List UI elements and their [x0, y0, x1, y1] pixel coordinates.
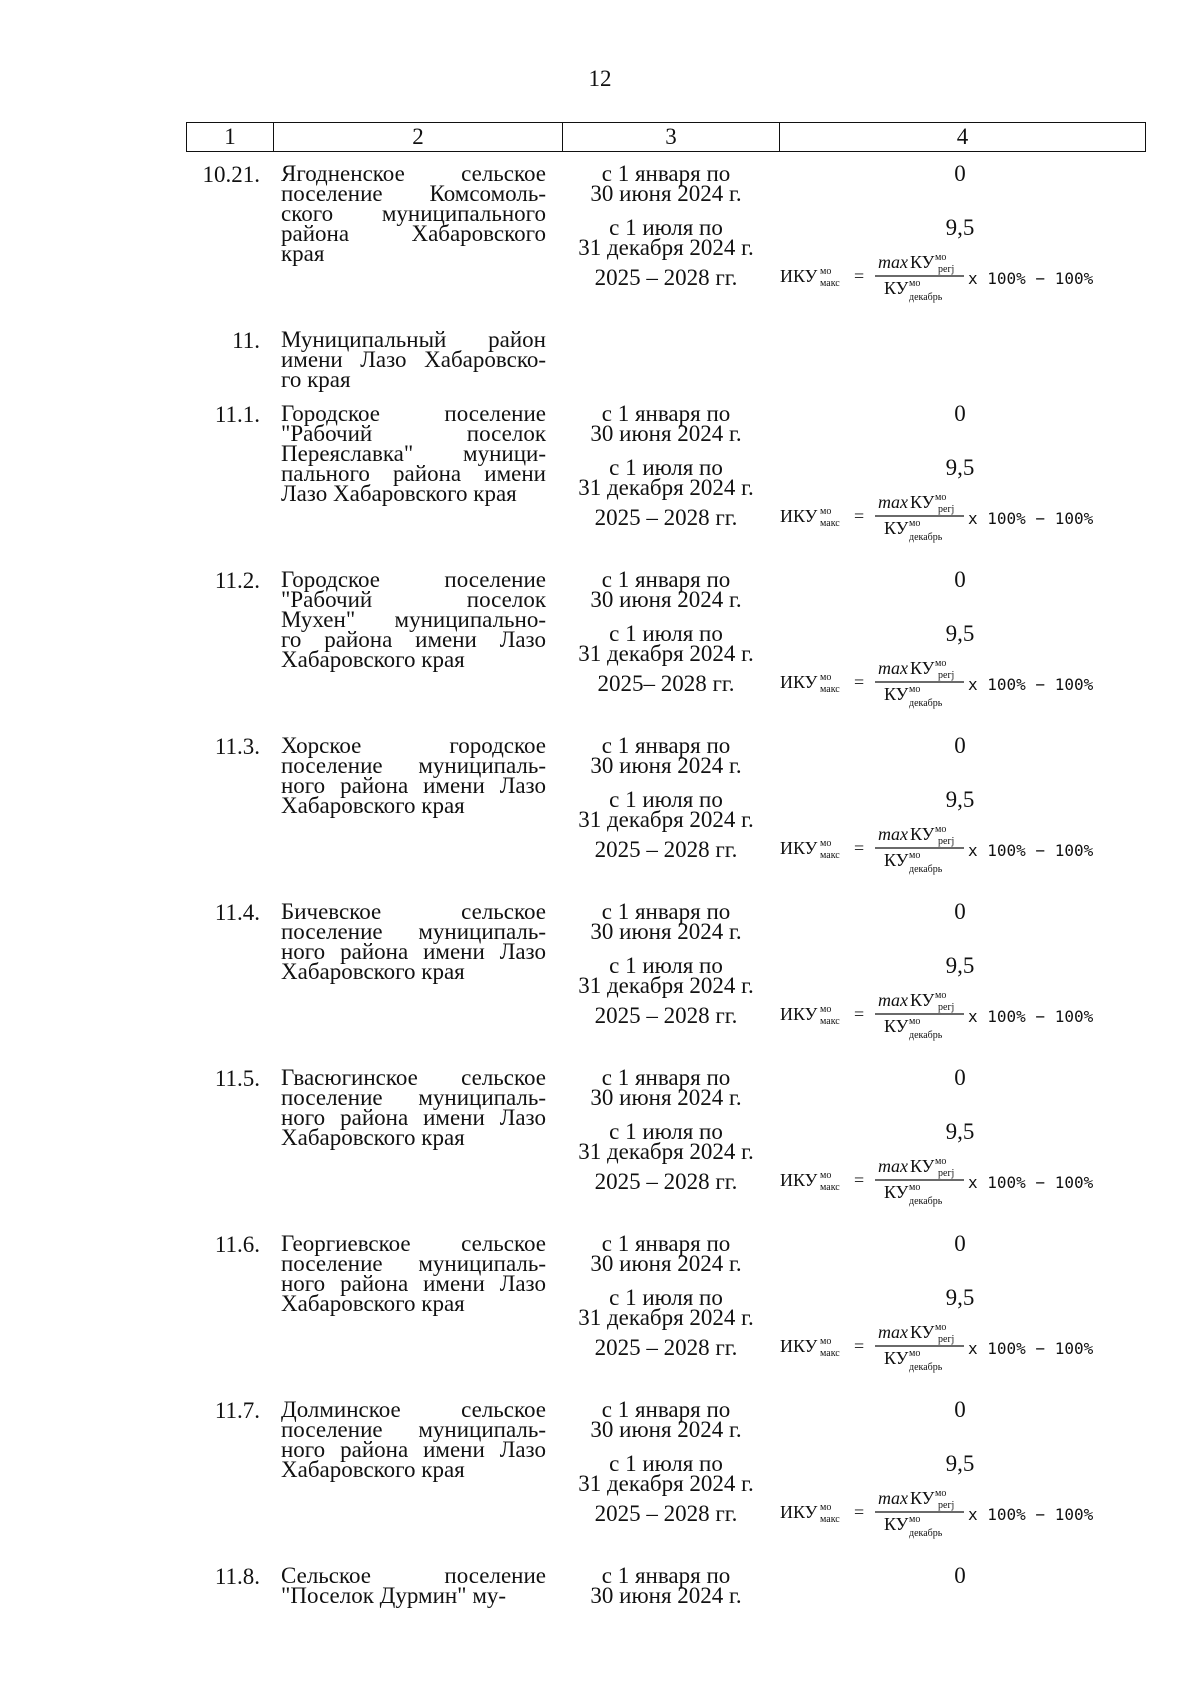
- column-header-3: 3: [563, 123, 780, 152]
- period-label-line: 30 июня 2024 г.: [590, 1251, 742, 1276]
- municipality-name-line: Хабаровского края: [281, 1291, 465, 1316]
- formula-graphic: [780, 1322, 1140, 1372]
- formula-tail: x 100% − 100%: [968, 269, 1094, 288]
- period-label-line: с 1 января по: [601, 899, 731, 924]
- row-number: 11.8.: [214, 1564, 260, 1589]
- formula-tail: x 100% − 100%: [968, 675, 1094, 694]
- formula-numerator-sup: мо: [935, 1322, 947, 1333]
- formula-numerator-sub: регj: [938, 504, 955, 515]
- formula-tail: x 100% − 100%: [968, 1007, 1094, 1026]
- formula-denominator-sub: декабрь: [909, 1362, 943, 1373]
- formula-denominator-sup: мо: [909, 1514, 921, 1525]
- formula-lhs-sup: мо: [820, 838, 832, 849]
- formula-equals: =: [854, 838, 865, 858]
- municipality-name-line: поселение муниципаль-: [281, 1085, 546, 1110]
- period-label-line: 2025 – 2028 гг.: [594, 1335, 738, 1360]
- indicator-value: 0: [954, 567, 966, 592]
- formula-lhs: ИКУ: [780, 672, 818, 692]
- formula-numerator-sub: регj: [938, 264, 955, 275]
- formula-graphic: [780, 658, 1140, 708]
- period-label-line: с 1 января по: [601, 567, 731, 592]
- period-label-line: 2025 – 2028 гг.: [594, 1169, 738, 1194]
- municipality-name-line: "Рабочий поселок: [281, 421, 546, 446]
- formula-numerator-func: max: [878, 1322, 908, 1342]
- period-label-line: 31 декабря 2024 г.: [578, 475, 754, 500]
- formula-lhs-sub: макс: [820, 850, 840, 861]
- indicator-value: 0: [954, 401, 966, 426]
- period-label-line: с 1 июля по: [609, 215, 723, 240]
- municipality-name-line: Городское поселение: [281, 567, 546, 592]
- indicator-value: 9,5: [945, 1119, 975, 1144]
- formula-numerator: КУ: [910, 990, 935, 1010]
- period-label: [555, 1335, 777, 1360]
- period-label-line: с 1 января по: [601, 733, 731, 758]
- formula-lhs: ИКУ: [780, 1004, 818, 1024]
- indicator-value: 9,5: [945, 215, 975, 240]
- period-label-line: 30 июня 2024 г.: [590, 919, 742, 944]
- formula-numerator-sub: регj: [938, 1002, 955, 1013]
- municipality-name-line: поселение Комсомоль-: [281, 181, 546, 206]
- column-header-2: 2: [274, 123, 563, 152]
- municipality-name-line: Долминское сельское: [281, 1397, 546, 1422]
- formula-denominator: КУ: [884, 1182, 909, 1202]
- municipality-name-line: поселение муниципаль-: [281, 1251, 546, 1276]
- period-label-line: 2025 – 2028 гг.: [594, 505, 738, 530]
- formula: [780, 824, 1140, 875]
- formula-denominator-sub: декабрь: [909, 292, 943, 303]
- formula-denominator-sub: декабрь: [909, 1196, 943, 1207]
- formula-numerator-func: max: [878, 252, 908, 272]
- formula: [780, 1156, 1140, 1207]
- period-label-line: 2025– 2028 гг.: [597, 671, 735, 696]
- municipality-name-line: Гвасюгинское сельское: [281, 1065, 546, 1090]
- period-label: [555, 1451, 777, 1496]
- indicator-value: 0: [954, 1397, 966, 1422]
- formula-lhs-sub: макс: [820, 684, 840, 695]
- period-label-line: 30 июня 2024 г.: [590, 587, 742, 612]
- formula-graphic: [780, 492, 1140, 542]
- period-label-line: с 1 января по: [601, 161, 731, 186]
- period-label: [555, 837, 777, 862]
- formula-denominator-sub: декабрь: [909, 698, 943, 709]
- formula-numerator-func: max: [878, 990, 908, 1010]
- period-label: [555, 1169, 777, 1194]
- formula-numerator-sup: мо: [935, 252, 947, 263]
- municipality-name-line: "Рабочий поселок: [281, 587, 546, 612]
- formula-numerator-sub: регj: [938, 670, 955, 681]
- municipality-name-line: го района имени Лазо: [281, 627, 546, 652]
- formula-denominator: КУ: [884, 1016, 909, 1036]
- municipality-name-line: Мухен" муниципально-: [281, 607, 546, 632]
- page-number: 12: [588, 66, 612, 91]
- row-number: 11.7.: [214, 1398, 260, 1423]
- period-label: [555, 1563, 777, 1608]
- formula-lhs-sub: макс: [820, 278, 840, 289]
- municipality-name-line: ного района имени Лазо: [281, 1271, 546, 1296]
- municipality-name: [281, 899, 546, 984]
- row-number: 11.2.: [214, 568, 260, 593]
- period-label: [555, 401, 777, 446]
- municipality-name-line: го края: [281, 367, 351, 392]
- formula-lhs-sub: макс: [820, 1514, 840, 1525]
- municipality-name-line: Бичевское сельское: [281, 899, 546, 924]
- period-label-line: 31 декабря 2024 г.: [578, 235, 754, 260]
- period-label: [555, 899, 777, 944]
- formula: [780, 658, 1140, 709]
- municipality-name-line: района Хабаровского: [281, 221, 546, 246]
- formula-denominator: КУ: [884, 1348, 909, 1368]
- municipality-name-line: Хабаровского края: [281, 1125, 465, 1150]
- indicator-value: 9,5: [945, 1451, 975, 1476]
- formula-lhs-sup: мо: [820, 1336, 832, 1347]
- municipality-name-line: Сельское поселение: [281, 1563, 546, 1588]
- formula-tail: x 100% − 100%: [968, 1339, 1094, 1358]
- municipality-name-line: ного района имени Лазо: [281, 939, 546, 964]
- indicator-value: 9,5: [945, 953, 975, 978]
- municipality-name-line: Хабаровского края: [281, 647, 465, 672]
- row-number: 11.5.: [214, 1066, 260, 1091]
- formula-lhs-sup: мо: [820, 672, 832, 683]
- formula-numerator: КУ: [910, 1488, 935, 1508]
- formula-numerator: КУ: [910, 1322, 935, 1342]
- formula-numerator-sup: мо: [935, 492, 947, 503]
- period-label-line: с 1 июля по: [609, 1119, 723, 1144]
- municipality-name-line: Хабаровского края: [281, 1457, 465, 1482]
- column-header-4: 4: [780, 123, 1146, 152]
- period-label-line: 30 июня 2024 г.: [590, 421, 742, 446]
- period-label-line: с 1 июля по: [609, 1451, 723, 1476]
- period-label-line: с 1 января по: [601, 1065, 731, 1090]
- municipality-name: [281, 1231, 546, 1316]
- formula-numerator: КУ: [910, 658, 935, 678]
- period-label-line: 30 июня 2024 г.: [590, 1583, 742, 1608]
- period-label: [555, 621, 777, 666]
- formula-numerator-func: max: [878, 658, 908, 678]
- formula-denominator-sup: мо: [909, 518, 921, 529]
- period-label-line: 30 июня 2024 г.: [590, 1417, 742, 1442]
- period-label: [555, 161, 777, 206]
- municipality-name: [281, 161, 546, 266]
- formula-numerator-sup: мо: [935, 990, 947, 1001]
- period-label: [555, 1501, 777, 1526]
- formula-tail: x 100% − 100%: [968, 1505, 1094, 1524]
- period-label-line: 31 декабря 2024 г.: [578, 973, 754, 998]
- indicator-value: 0: [954, 1231, 966, 1256]
- formula-denominator-sup: мо: [909, 1348, 921, 1359]
- period-label: [555, 1285, 777, 1330]
- formula: [780, 1488, 1140, 1539]
- formula-lhs-sub: макс: [820, 1182, 840, 1193]
- period-label: [555, 733, 777, 778]
- formula: [780, 990, 1140, 1041]
- formula-numerator-func: max: [878, 1156, 908, 1176]
- period-label-line: 2025 – 2028 гг.: [594, 265, 738, 290]
- formula-lhs-sup: мо: [820, 266, 832, 277]
- formula-lhs-sup: мо: [820, 1502, 832, 1513]
- indicator-value: 9,5: [945, 1285, 975, 1310]
- municipality-name: [281, 567, 546, 672]
- indicator-value: 0: [954, 161, 966, 186]
- municipality-name-line: пального района имени: [281, 461, 546, 486]
- formula-lhs-sup: мо: [820, 1170, 832, 1181]
- formula-numerator: КУ: [910, 824, 935, 844]
- formula-denominator: КУ: [884, 278, 909, 298]
- formula-tail: x 100% − 100%: [968, 1173, 1094, 1192]
- indicator-value: 9,5: [945, 455, 975, 480]
- formula-graphic: [780, 824, 1140, 874]
- period-label-line: 30 июня 2024 г.: [590, 753, 742, 778]
- period-label-line: с 1 июля по: [609, 455, 723, 480]
- municipality-name-line: Георгиевское сельское: [281, 1231, 546, 1256]
- formula-numerator-func: max: [878, 1488, 908, 1508]
- period-label-line: с 1 июля по: [609, 1285, 723, 1310]
- formula-denominator: КУ: [884, 1514, 909, 1534]
- indicator-value: 0: [954, 733, 966, 758]
- municipality-name-line: Городское поселение: [281, 401, 546, 426]
- indicator-value: 0: [954, 1563, 966, 1588]
- indicator-value: 0: [954, 1065, 966, 1090]
- period-label: [555, 787, 777, 832]
- formula-lhs-sub: макс: [820, 518, 840, 529]
- row-number: 11.4.: [214, 900, 260, 925]
- column-header-1: 1: [187, 123, 274, 152]
- period-label-line: с 1 января по: [601, 1231, 731, 1256]
- formula-numerator-sup: мо: [935, 824, 947, 835]
- period-label-line: с 1 июля по: [609, 621, 723, 646]
- formula-equals: =: [854, 1170, 865, 1190]
- formula-equals: =: [854, 1004, 865, 1024]
- period-label: [555, 567, 777, 612]
- formula-denominator-sub: декабрь: [909, 532, 943, 543]
- formula-equals: =: [854, 266, 865, 286]
- municipality-name-line: ного района имени Лазо: [281, 1437, 546, 1462]
- period-label-line: 30 июня 2024 г.: [590, 1085, 742, 1110]
- period-label: [555, 265, 777, 290]
- formula-graphic: [780, 1156, 1140, 1206]
- municipality-name: [281, 1397, 546, 1482]
- indicator-value: 0: [954, 899, 966, 924]
- period-label: [555, 671, 777, 696]
- column-header-row: [186, 122, 1146, 152]
- formula-numerator-sub: регj: [938, 1334, 955, 1345]
- municipality-name-line: Переяславка" муници-: [281, 441, 546, 466]
- formula-equals: =: [854, 1502, 865, 1522]
- municipality-name: [281, 327, 546, 392]
- formula-lhs-sub: макс: [820, 1348, 840, 1359]
- formula-lhs-sup: мо: [820, 1004, 832, 1015]
- formula-numerator: КУ: [910, 492, 935, 512]
- formula-denominator-sup: мо: [909, 1182, 921, 1193]
- municipality-name-line: поселение муниципаль-: [281, 1417, 546, 1442]
- row-number: 11.: [232, 328, 260, 353]
- formula-numerator-sub: регj: [938, 836, 955, 847]
- formula-graphic: [780, 990, 1140, 1040]
- formula-denominator-sup: мо: [909, 1016, 921, 1027]
- period-label-line: 31 декабря 2024 г.: [578, 807, 754, 832]
- formula-lhs: ИКУ: [780, 1336, 818, 1356]
- municipality-name-line: Муниципальный район: [281, 327, 546, 352]
- period-label-line: 31 декабря 2024 г.: [578, 1305, 754, 1330]
- formula-equals: =: [854, 506, 865, 526]
- formula-graphic: [780, 252, 1140, 302]
- municipality-name: [281, 401, 546, 506]
- formula-equals: =: [854, 672, 865, 692]
- formula: [780, 252, 1140, 303]
- row-number: 11.3.: [214, 734, 260, 759]
- municipality-name-line: Хорское городское: [281, 733, 546, 758]
- municipality-name-line: Лазо Хабаровского края: [281, 481, 517, 506]
- formula-tail: x 100% − 100%: [968, 509, 1094, 528]
- period-label: [555, 1119, 777, 1164]
- formula-denominator: КУ: [884, 684, 909, 704]
- formula-denominator-sup: мо: [909, 278, 921, 289]
- period-label-line: 31 декабря 2024 г.: [578, 1139, 754, 1164]
- formula-lhs: ИКУ: [780, 506, 818, 526]
- period-label: [555, 1065, 777, 1110]
- formula-denominator-sup: мо: [909, 684, 921, 695]
- period-label-line: 2025 – 2028 гг.: [594, 1501, 738, 1526]
- formula-tail: x 100% − 100%: [968, 841, 1094, 860]
- period-label-line: 2025 – 2028 гг.: [594, 1003, 738, 1028]
- row-number: 10.21.: [202, 162, 260, 187]
- formula-numerator-sup: мо: [935, 1488, 947, 1499]
- formula-numerator-sub: регj: [938, 1500, 955, 1511]
- formula-denominator: КУ: [884, 850, 909, 870]
- formula-numerator-sup: мо: [935, 658, 947, 669]
- municipality-name-line: Хабаровского края: [281, 959, 465, 984]
- period-label-line: 31 декабря 2024 г.: [578, 1471, 754, 1496]
- municipality-name-line: ного района имени Лазо: [281, 1105, 546, 1130]
- municipality-name-line: поселение муниципаль-: [281, 753, 546, 778]
- period-label: [555, 455, 777, 500]
- period-label: [555, 1003, 777, 1028]
- formula-numerator-sup: мо: [935, 1156, 947, 1167]
- formula-numerator-func: max: [878, 492, 908, 512]
- municipality-name-line: Ягодненское сельское: [281, 161, 546, 186]
- period-label-line: 31 декабря 2024 г.: [578, 641, 754, 666]
- municipality-name-line: имени Лазо Хабаровско-: [281, 347, 546, 372]
- formula-graphic: [780, 1488, 1140, 1538]
- formula: [780, 492, 1140, 543]
- period-label-line: с 1 января по: [601, 1397, 731, 1422]
- period-label-line: 30 июня 2024 г.: [590, 181, 742, 206]
- formula-denominator: КУ: [884, 518, 909, 538]
- municipality-name-line: края: [281, 241, 325, 266]
- period-label-line: с 1 июля по: [609, 953, 723, 978]
- period-label-line: с 1 июля по: [609, 787, 723, 812]
- period-label: [555, 1231, 777, 1276]
- indicator-value: 9,5: [945, 787, 975, 812]
- municipality-name: [281, 733, 546, 818]
- period-label: [555, 1397, 777, 1442]
- formula-equals: =: [854, 1336, 865, 1356]
- formula-lhs: ИКУ: [780, 1502, 818, 1522]
- formula-lhs-sub: макс: [820, 1016, 840, 1027]
- formula-denominator-sub: декабрь: [909, 1528, 943, 1539]
- formula-denominator-sup: мо: [909, 850, 921, 861]
- municipality-name-line: "Поселок Дурмин" му-: [281, 1583, 507, 1608]
- municipality-name: [281, 1563, 546, 1608]
- formula-numerator: КУ: [910, 1156, 935, 1176]
- formula: [780, 1322, 1140, 1373]
- period-label-line: с 1 января по: [601, 401, 731, 426]
- period-label: [555, 505, 777, 530]
- municipality-name-line: ного района имени Лазо: [281, 773, 546, 798]
- period-label: [555, 215, 777, 260]
- municipality-name-line: ского муниципального: [281, 201, 546, 226]
- formula-lhs-sup: мо: [820, 506, 832, 517]
- formula-numerator-func: max: [878, 824, 908, 844]
- municipality-name-line: Хабаровского края: [281, 793, 465, 818]
- formula-lhs: ИКУ: [780, 266, 818, 286]
- municipality-name: [281, 1065, 546, 1150]
- period-label-line: с 1 января по: [601, 1563, 731, 1588]
- formula-numerator-sub: регj: [938, 1168, 955, 1179]
- formula-numerator: КУ: [910, 252, 935, 272]
- row-number: 11.6.: [214, 1232, 260, 1257]
- formula-denominator-sub: декабрь: [909, 1030, 943, 1041]
- period-label: [555, 953, 777, 998]
- formula-denominator-sub: декабрь: [909, 864, 943, 875]
- formula-lhs: ИКУ: [780, 838, 818, 858]
- municipality-name-line: поселение муниципаль-: [281, 919, 546, 944]
- formula-lhs: ИКУ: [780, 1170, 818, 1190]
- indicator-value: 9,5: [945, 621, 975, 646]
- period-label-line: 2025 – 2028 гг.: [594, 837, 738, 862]
- row-number: 11.1.: [214, 402, 260, 427]
